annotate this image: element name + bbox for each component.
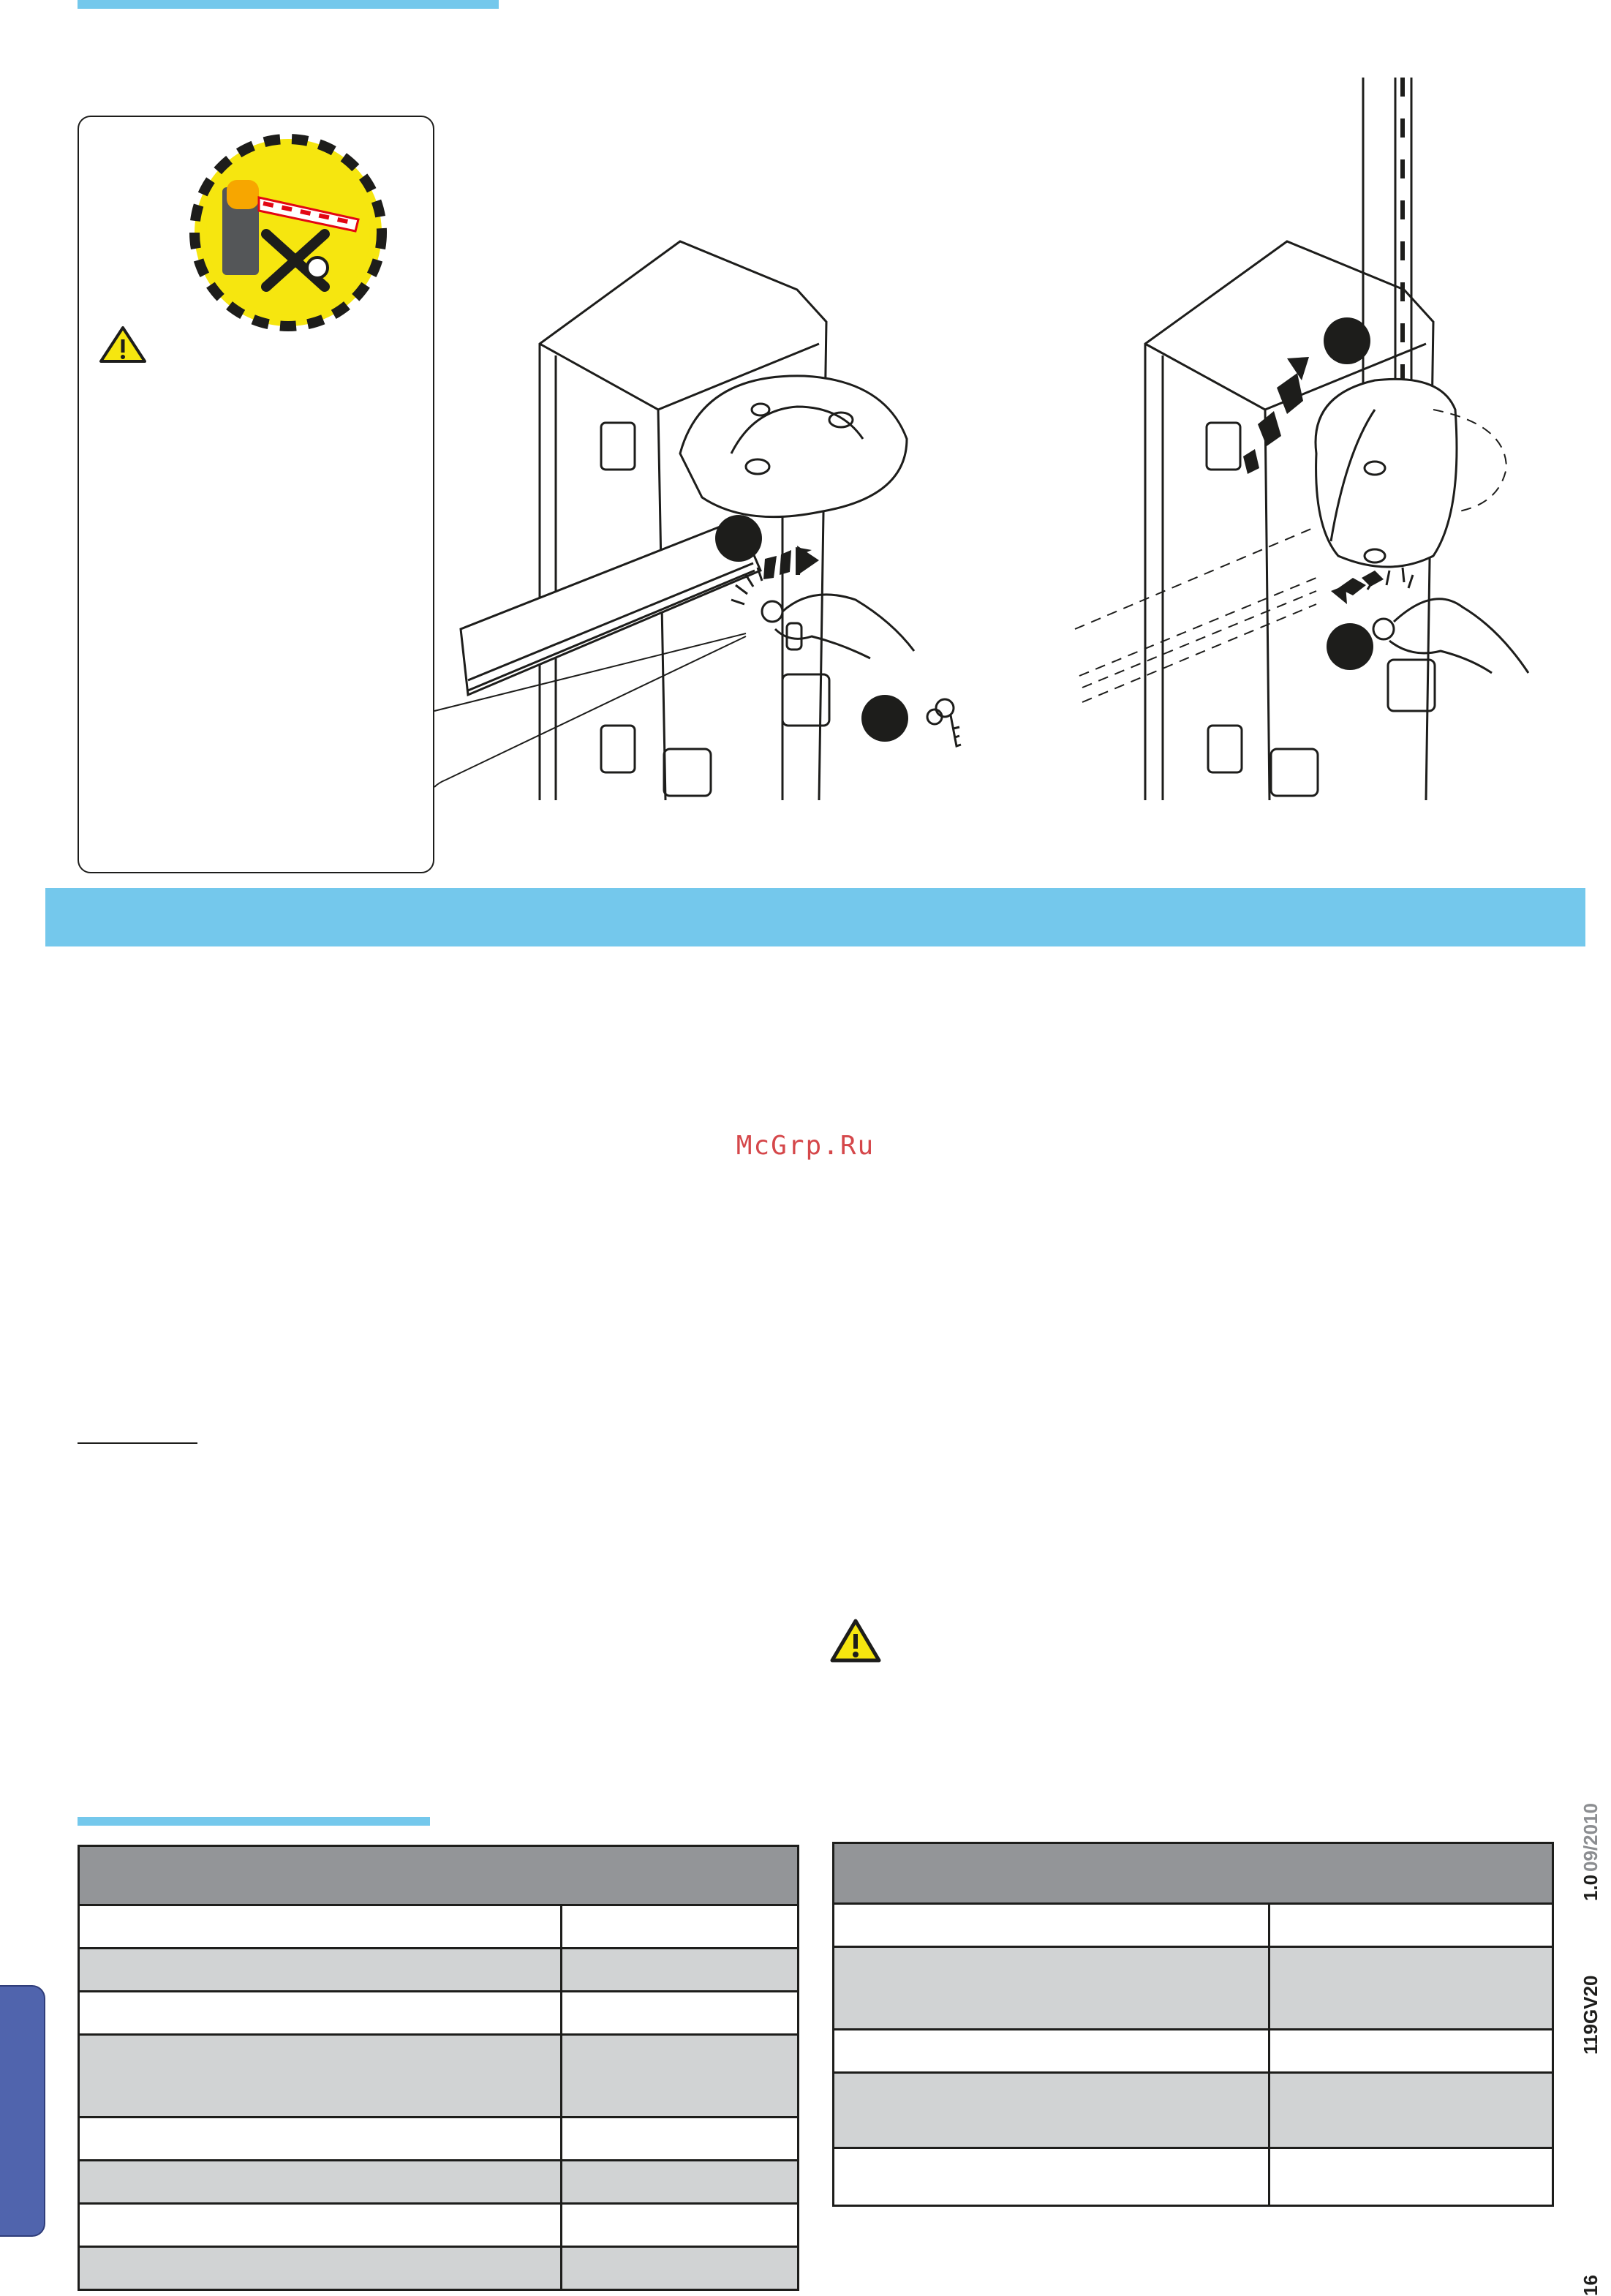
step-marker-right-1 <box>1324 317 1370 364</box>
rotation-arrow-left <box>763 546 819 579</box>
table-cell <box>1269 2030 1553 2073</box>
section-header-band <box>45 888 1585 946</box>
table-cell <box>79 2035 562 2118</box>
illustration-area <box>0 0 1611 888</box>
spec-table-right <box>832 1842 1554 2207</box>
table-cell <box>1269 1904 1553 1947</box>
table-cell <box>79 2247 562 2290</box>
table-cell <box>562 1949 799 1992</box>
warning-triangle-icon <box>101 328 145 361</box>
table-cell <box>562 2161 799 2204</box>
table-cell <box>79 2161 562 2204</box>
spec-table-left <box>78 1845 799 2291</box>
table-cell <box>79 1905 562 1949</box>
table-cell <box>79 1949 562 1992</box>
table-cell <box>834 2148 1269 2206</box>
page-footer <box>1572 1802 1611 2296</box>
table-cell <box>562 1905 799 1949</box>
text-underline-rule <box>78 1442 197 1444</box>
rotation-arrow-right <box>1243 357 1309 474</box>
table-cell <box>834 2030 1269 2073</box>
table-cell <box>562 2118 799 2161</box>
table-cell <box>834 1904 1269 1947</box>
table-cell <box>1269 2148 1553 2206</box>
table-cell <box>834 2073 1269 2148</box>
table-cell <box>79 2204 562 2247</box>
document-date: 09/2010 <box>1580 1803 1601 1872</box>
table-cell <box>1269 2073 1553 2148</box>
table-cell <box>834 1947 1269 2030</box>
watermark-text: McGrp.Ru <box>736 1131 875 1161</box>
page-number: 16 <box>1580 2275 1601 2296</box>
subsection-underline <box>78 1817 430 1826</box>
language-side-tab[interactable] <box>0 1985 45 2237</box>
document-id: 119GV20 <box>1580 1975 1601 2055</box>
step-marker-left-2 <box>861 695 908 742</box>
step-marker-right-2 <box>1327 623 1373 670</box>
barrier-figure-right <box>1145 78 1528 800</box>
table-header <box>79 1846 799 1905</box>
table-header <box>834 1843 1553 1904</box>
barrier-figure-left <box>461 241 914 800</box>
table-cell <box>562 1992 799 2035</box>
barrier-release-badge-icon <box>195 139 382 326</box>
table-cell <box>562 2035 799 2118</box>
warning-triangle-icon <box>829 1616 882 1665</box>
table-cell <box>562 2204 799 2247</box>
rotation-arrow-right-lower <box>1331 571 1384 604</box>
document-version: 1.0 <box>1580 1874 1601 1901</box>
table-cell <box>79 1992 562 2035</box>
key-icon <box>927 699 961 746</box>
step-marker-left-1 <box>715 515 762 562</box>
table-cell <box>562 2247 799 2290</box>
table-cell <box>1269 1947 1553 2030</box>
table-cell <box>79 2118 562 2161</box>
